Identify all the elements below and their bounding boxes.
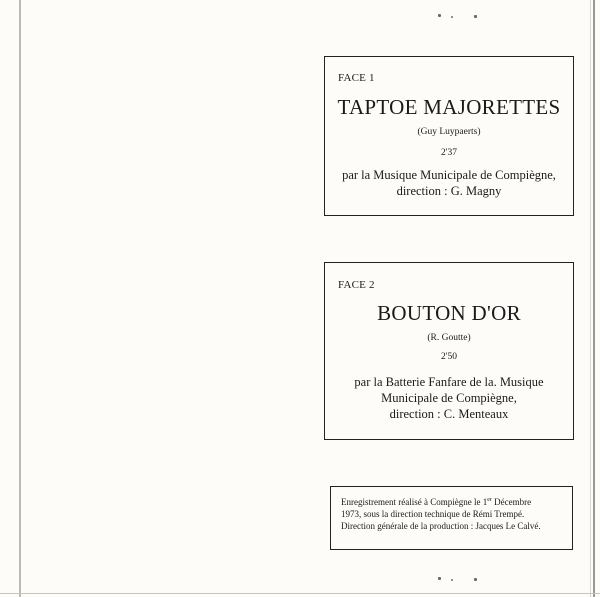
credits-line: 1973, sous la direction technique de Rémi Trempé. (341, 509, 525, 519)
fold-line (19, 0, 21, 597)
staple-mark (451, 579, 453, 581)
face2-duration: 2'50 (441, 352, 457, 362)
face2-composer: (R. Goutte) (427, 333, 471, 343)
page-edge (593, 0, 595, 597)
face1-performer-line: direction : G. Magny (396, 184, 502, 198)
credits-text (341, 494, 566, 532)
face1-composer: (Guy Luypaerts) (417, 127, 481, 137)
page-edge-bottom (0, 593, 600, 594)
credits-line1-end: Décembre (491, 497, 532, 507)
credits-line: Direction générale de la production : Jacques Le Calvé. (341, 521, 541, 531)
face2-label: FACE 2 (338, 279, 375, 291)
face1-panel (324, 56, 574, 216)
face1-performer (325, 167, 573, 199)
face1-performer-line: par la Musique Municipale de Compiègne, (342, 168, 556, 182)
face1-label: FACE 1 (338, 72, 375, 84)
credits-panel (330, 486, 573, 550)
face1-title: TAPTOE MAJORETTES (337, 95, 561, 119)
credits-ordinal: er (487, 497, 492, 503)
face2-performer-line: par la Batterie Fanfare de la. Musique (354, 375, 544, 389)
staple-mark (474, 578, 477, 581)
face2-title: BOUTON D'OR (377, 301, 521, 325)
face2-performer (325, 374, 573, 422)
credits-line1-start: Enregistrement réalisé à Compiègne le 1 (341, 497, 488, 507)
face2-panel (324, 262, 574, 440)
staple-mark (438, 14, 441, 17)
staple-mark (474, 15, 477, 18)
face2-performer-line: Municipale de Compiègne, (381, 391, 517, 405)
credits-line (341, 494, 566, 508)
staple-mark (438, 577, 441, 580)
face1-duration: 2'37 (441, 148, 457, 158)
face2-performer-line: direction : C. Menteaux (389, 407, 509, 421)
staple-mark (451, 16, 453, 18)
page-edge-inner (590, 0, 591, 597)
